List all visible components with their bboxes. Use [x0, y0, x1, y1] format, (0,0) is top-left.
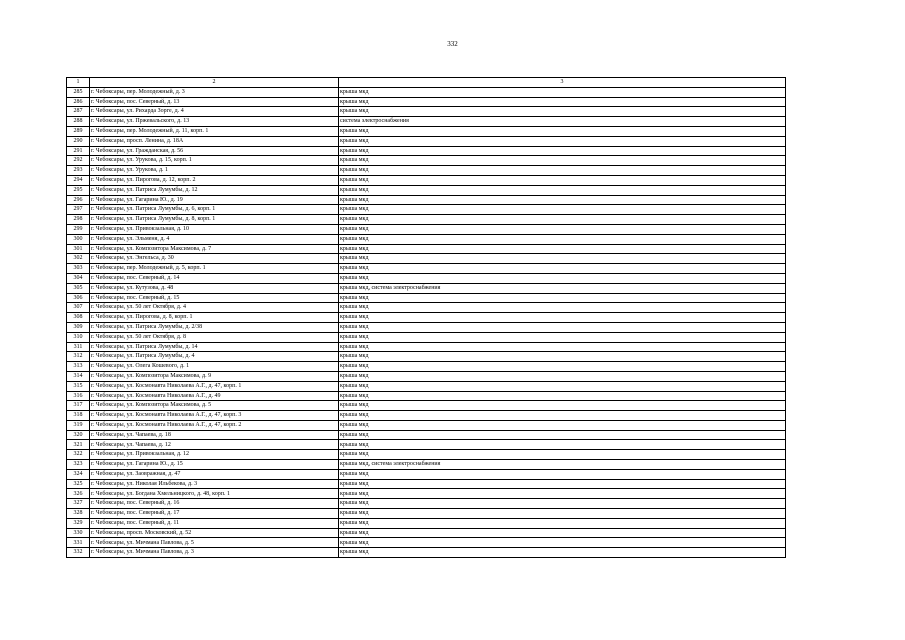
- row-number-cell: 329: [67, 518, 90, 528]
- address-cell: г. Чебоксары, пос. Северный, д. 15: [90, 293, 339, 303]
- table-row: [67, 205, 786, 215]
- row-number-cell: 316: [67, 391, 90, 401]
- object-cell: крыша мкд: [339, 509, 786, 519]
- object-cell: крыша мкд: [339, 293, 786, 303]
- row-number-cell: 303: [67, 264, 90, 274]
- address-cell: г. Чебоксары, просп. Ленина, д. 18А: [90, 136, 339, 146]
- row-number-cell: 309: [67, 322, 90, 332]
- object-cell: крыша мкд: [339, 381, 786, 391]
- row-number-cell: 312: [67, 352, 90, 362]
- object-cell: крыша мкд: [339, 224, 786, 234]
- object-cell: крыша мкд: [339, 362, 786, 372]
- address-cell: г. Чебоксары, ул. Патриса Лумумбы, д. 6, корп. 1: [90, 205, 339, 215]
- table-row: [67, 97, 786, 107]
- object-cell: крыша мкд: [339, 391, 786, 401]
- row-number-cell: 321: [67, 440, 90, 450]
- object-cell: крыша мкд: [339, 411, 786, 421]
- table-row: [67, 322, 786, 332]
- row-number-cell: 313: [67, 362, 90, 372]
- object-cell: крыша мкд: [339, 244, 786, 254]
- object-cell: крыша мкд: [339, 440, 786, 450]
- row-number-cell: 319: [67, 420, 90, 430]
- row-number-cell: 307: [67, 303, 90, 313]
- row-number-cell: 314: [67, 371, 90, 381]
- table-row: [67, 371, 786, 381]
- row-number-cell: 285: [67, 87, 90, 97]
- address-cell: г. Чебоксары, ул. Чапаева, д. 18: [90, 430, 339, 440]
- object-cell: крыша мкд: [339, 107, 786, 117]
- address-cell: г. Чебоксары, просп. Московский, д. 52: [90, 528, 339, 538]
- table-row: [67, 313, 786, 323]
- object-cell: крыша мкд: [339, 538, 786, 548]
- object-cell: крыша мкд: [339, 87, 786, 97]
- table-row: [67, 146, 786, 156]
- address-cell: г. Чебоксары, ул. Композитора Максимова, д. 7: [90, 244, 339, 254]
- address-cell: г. Чебоксары, ул. Космонавта Николаева А.Г., д. 47, корп. 2: [90, 420, 339, 430]
- object-cell: крыша мкд: [339, 254, 786, 264]
- object-cell: крыша мкд: [339, 175, 786, 185]
- table-row: [67, 215, 786, 225]
- object-cell: крыша мкд: [339, 322, 786, 332]
- row-number-cell: 299: [67, 224, 90, 234]
- object-cell: крыша мкд: [339, 97, 786, 107]
- row-number-cell: 302: [67, 254, 90, 264]
- address-cell: г. Чебоксары, ул. Композитора Максимова, д. 9: [90, 371, 339, 381]
- address-cell: г. Чебоксары, ул. Космонавта Николаева А.Г., д. 47, корп. 3: [90, 411, 339, 421]
- table-header-row: [67, 78, 786, 88]
- table-row: [67, 117, 786, 127]
- table-row: [67, 391, 786, 401]
- row-number-cell: 287: [67, 107, 90, 117]
- header-cell-object: 3: [339, 78, 786, 88]
- table-row: [67, 293, 786, 303]
- address-cell: г. Чебоксары, ул. Мичмана Павлова, д. 3: [90, 548, 339, 558]
- table-row: [67, 528, 786, 538]
- address-cell: г. Чебоксары, пер. Молодежный, д. 3: [90, 87, 339, 97]
- object-cell: крыша мкд: [339, 166, 786, 176]
- table-row: [67, 479, 786, 489]
- row-number-cell: 324: [67, 469, 90, 479]
- row-number-cell: 288: [67, 117, 90, 127]
- address-cell: г. Чебоксары, ул. Энгельса, д. 30: [90, 254, 339, 264]
- object-cell: крыша мкд: [339, 264, 786, 274]
- table-row: [67, 273, 786, 283]
- address-cell: г. Чебоксары, ул. Патриса Лумумбы, д. 12: [90, 185, 339, 195]
- row-number-cell: 290: [67, 136, 90, 146]
- address-cell: г. Чебоксары, ул. 50 лет Октября, д. 8: [90, 332, 339, 342]
- object-cell: крыша мкд: [339, 352, 786, 362]
- table-row: [67, 440, 786, 450]
- table-row: [67, 518, 786, 528]
- table-row: [67, 283, 786, 293]
- table-row: [67, 381, 786, 391]
- object-cell: крыша мкд, система электроснабжения: [339, 283, 786, 293]
- row-number-cell: 301: [67, 244, 90, 254]
- object-cell: крыша мкд: [339, 146, 786, 156]
- header-cell-address: 2: [90, 78, 339, 88]
- row-number-cell: 286: [67, 97, 90, 107]
- row-number-cell: 310: [67, 332, 90, 342]
- table-row: [67, 548, 786, 558]
- table-row: [67, 87, 786, 97]
- row-number-cell: 298: [67, 215, 90, 225]
- table-row: [67, 244, 786, 254]
- table-row: [67, 175, 786, 185]
- table-row: [67, 469, 786, 479]
- address-cell: г. Чебоксары, ул. Кутузова, д. 48: [90, 283, 339, 293]
- table-row: [67, 156, 786, 166]
- row-number-cell: 330: [67, 528, 90, 538]
- table-row: [67, 362, 786, 372]
- object-cell: крыша мкд: [339, 303, 786, 313]
- row-number-cell: 328: [67, 509, 90, 519]
- table-row: [67, 332, 786, 342]
- address-cell: г. Чебоксары, ул. Пирогова, д. 8, корп. 1: [90, 313, 339, 323]
- table-row: [67, 420, 786, 430]
- object-cell: крыша мкд: [339, 548, 786, 558]
- table-row: [67, 254, 786, 264]
- row-number-cell: 323: [67, 460, 90, 470]
- table-row: [67, 234, 786, 244]
- row-number-cell: 322: [67, 450, 90, 460]
- address-cell: г. Чебоксары, ул. Космонавта Николаева А.Г., д. 47, корп. 1: [90, 381, 339, 391]
- header-cell-number: 1: [67, 78, 90, 88]
- table-row: [67, 352, 786, 362]
- row-number-cell: 305: [67, 283, 90, 293]
- object-cell: крыша мкд: [339, 215, 786, 225]
- table-row: [67, 430, 786, 440]
- table-row: [67, 224, 786, 234]
- page-number: 332: [447, 40, 458, 48]
- table-row: [67, 166, 786, 176]
- address-cell: г. Чебоксары, пос. Северный, д. 11: [90, 518, 339, 528]
- row-number-cell: 295: [67, 185, 90, 195]
- table-row: [67, 303, 786, 313]
- address-cell: г. Чебоксары, ул. 50 лет Октября, д. 4: [90, 303, 339, 313]
- object-cell: крыша мкд, система электроснабжения: [339, 460, 786, 470]
- row-number-cell: 327: [67, 499, 90, 509]
- address-cell: г. Чебоксары, ул. Привокзальная, д. 10: [90, 224, 339, 234]
- table-row: [67, 107, 786, 117]
- address-cell: г. Чебоксары, ул. Пржевальского, д. 13: [90, 117, 339, 127]
- row-number-cell: 289: [67, 126, 90, 136]
- address-cell: г. Чебоксары, ул. Заовражная, д. 47: [90, 469, 339, 479]
- address-cell: г. Чебоксары, ул. Богдана Хмельницкого, д. 48, корп. 1: [90, 489, 339, 499]
- object-cell: крыша мкд: [339, 156, 786, 166]
- row-number-cell: 291: [67, 146, 90, 156]
- address-cell: г. Чебоксары, пос. Северный, д. 16: [90, 499, 339, 509]
- row-number-cell: 325: [67, 479, 90, 489]
- address-cell: г. Чебоксары, пос. Северный, д. 13: [90, 97, 339, 107]
- object-cell: крыша мкд: [339, 234, 786, 244]
- row-number-cell: 315: [67, 381, 90, 391]
- object-cell: система электроснабжения: [339, 117, 786, 127]
- row-number-cell: 308: [67, 313, 90, 323]
- object-cell: крыша мкд: [339, 371, 786, 381]
- address-cell: г. Чебоксары, ул. Чапаева, д. 12: [90, 440, 339, 450]
- address-cell: г. Чебоксары, пос. Северный, д. 14: [90, 273, 339, 283]
- row-number-cell: 318: [67, 411, 90, 421]
- object-cell: крыша мкд: [339, 430, 786, 440]
- row-number-cell: 296: [67, 195, 90, 205]
- addresses-table: [66, 77, 786, 558]
- row-number-cell: 317: [67, 401, 90, 411]
- row-number-cell: 304: [67, 273, 90, 283]
- row-number-cell: 311: [67, 342, 90, 352]
- address-cell: г. Чебоксары, ул. Гагарина Ю., д. 15: [90, 460, 339, 470]
- table-row: [67, 195, 786, 205]
- object-cell: крыша мкд: [339, 450, 786, 460]
- address-cell: г. Чебоксары, ул. Гагарина Ю., д. 19: [90, 195, 339, 205]
- object-cell: крыша мкд: [339, 528, 786, 538]
- row-number-cell: 320: [67, 430, 90, 440]
- table-row: [67, 264, 786, 274]
- object-cell: крыша мкд: [339, 126, 786, 136]
- row-number-cell: 306: [67, 293, 90, 303]
- address-cell: г. Чебоксары, ул. Урукова, д. 15, корп. 1: [90, 156, 339, 166]
- object-cell: крыша мкд: [339, 313, 786, 323]
- table-row: [67, 136, 786, 146]
- address-cell: г. Чебоксары, ул. Патриса Лумумбы, д. 4: [90, 352, 339, 362]
- object-cell: крыша мкд: [339, 469, 786, 479]
- table-row: [67, 499, 786, 509]
- address-cell: г. Чебоксары, ул. Урукова, д. 1: [90, 166, 339, 176]
- address-cell: г. Чебоксары, ул. Мичмана Павлова, д. 5: [90, 538, 339, 548]
- object-cell: крыша мкд: [339, 273, 786, 283]
- address-cell: г. Чебоксары, ул. Патриса Лумумбы, д. 8, корп. 1: [90, 215, 339, 225]
- object-cell: крыша мкд: [339, 499, 786, 509]
- object-cell: крыша мкд: [339, 342, 786, 352]
- address-cell: г. Чебоксары, ул. Николая Ильбекова, д. 3: [90, 479, 339, 489]
- address-cell: г. Чебоксары, пер. Молодежный, д. 5, корп. 1: [90, 264, 339, 274]
- address-cell: г. Чебоксары, ул. Гражданская, д. 56: [90, 146, 339, 156]
- table-row: [67, 342, 786, 352]
- address-cell: г. Чебоксары, пос. Северный, д. 17: [90, 509, 339, 519]
- table-row: [67, 509, 786, 519]
- object-cell: крыша мкд: [339, 185, 786, 195]
- table-row: [67, 401, 786, 411]
- address-cell: г. Чебоксары, ул. Привокзальная, д. 12: [90, 450, 339, 460]
- address-cell: г. Чебоксары, ул. Патриса Лумумбы, д. 2/38: [90, 322, 339, 332]
- object-cell: крыша мкд: [339, 420, 786, 430]
- address-cell: г. Чебоксары, ул. Олега Кошевого, д. 1: [90, 362, 339, 372]
- object-cell: крыша мкд: [339, 401, 786, 411]
- table-row: [67, 489, 786, 499]
- address-cell: г. Чебоксары, ул. Эльменя, д. 4: [90, 234, 339, 244]
- object-cell: крыша мкд: [339, 489, 786, 499]
- row-number-cell: 326: [67, 489, 90, 499]
- address-cell: г. Чебоксары, ул. Космонавта Николаева А.Г., д. 49: [90, 391, 339, 401]
- row-number-cell: 300: [67, 234, 90, 244]
- table-row: [67, 450, 786, 460]
- row-number-cell: 294: [67, 175, 90, 185]
- table-row: [67, 126, 786, 136]
- address-cell: г. Чебоксары, пер. Молодежный, д. 11, корп. 1: [90, 126, 339, 136]
- object-cell: крыша мкд: [339, 136, 786, 146]
- table-row: [67, 185, 786, 195]
- address-cell: г. Чебоксары, ул. Пирогова, д. 12, корп. 2: [90, 175, 339, 185]
- row-number-cell: 292: [67, 156, 90, 166]
- address-cell: г. Чебоксары, ул. Рихарда Зорге, д. 4: [90, 107, 339, 117]
- address-cell: г. Чебоксары, ул. Патриса Лумумбы, д. 14: [90, 342, 339, 352]
- object-cell: крыша мкд: [339, 205, 786, 215]
- table-body: [67, 78, 786, 558]
- object-cell: крыша мкд: [339, 195, 786, 205]
- object-cell: крыша мкд: [339, 332, 786, 342]
- table-row: [67, 411, 786, 421]
- object-cell: крыша мкд: [339, 479, 786, 489]
- object-cell: крыша мкд: [339, 518, 786, 528]
- row-number-cell: 332: [67, 548, 90, 558]
- row-number-cell: 297: [67, 205, 90, 215]
- address-cell: г. Чебоксары, ул. Композитора Максимова, д. 5: [90, 401, 339, 411]
- row-number-cell: 331: [67, 538, 90, 548]
- row-number-cell: 293: [67, 166, 90, 176]
- table-row: [67, 460, 786, 470]
- table-row: [67, 538, 786, 548]
